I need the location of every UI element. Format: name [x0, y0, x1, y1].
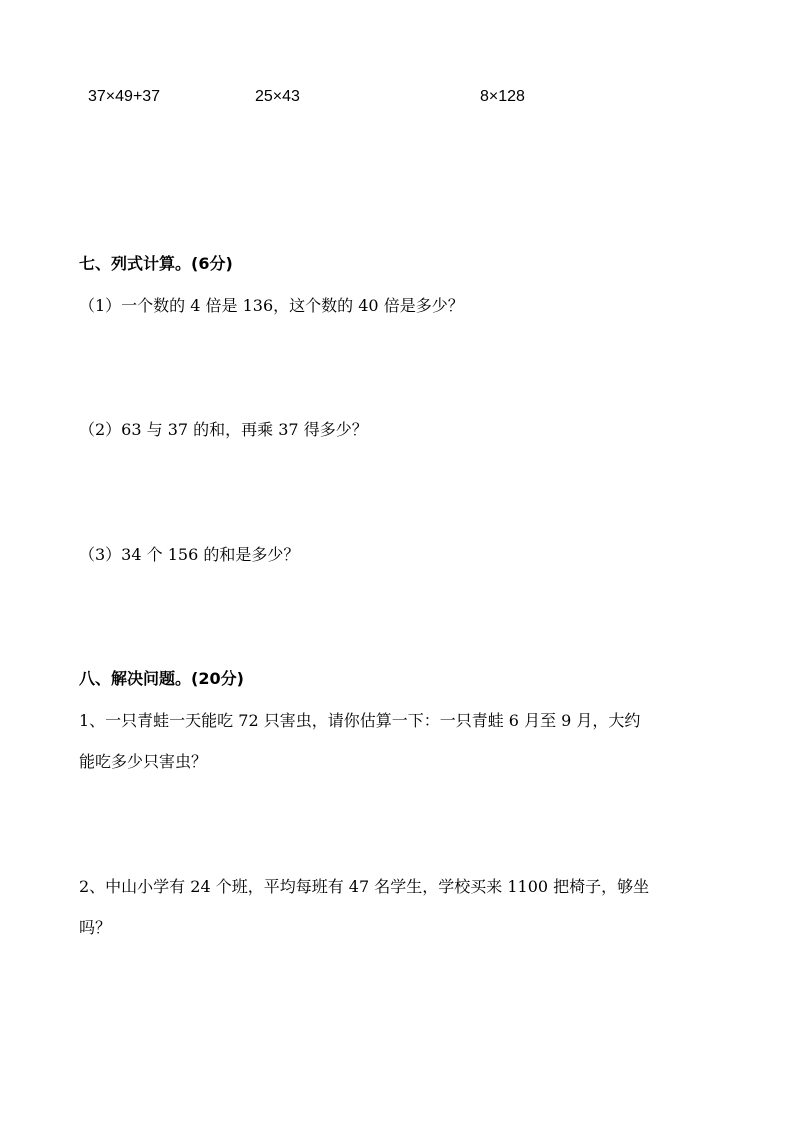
- section-8-heading: 八、解决问题。(20分): [79, 669, 244, 688]
- question-2: （2）63 与 37 的和，再乘 37 得多少？: [79, 420, 368, 439]
- problem-2-line-2: 吗？: [79, 918, 112, 937]
- section-7-heading: 七、列式计算。(6分): [79, 254, 233, 273]
- calc-expression: 25×43: [255, 88, 300, 105]
- problem-1-line-1: 1、一只青蛙一天能吃 72 只害虫，请你估算一下：一只青蛙 6 月至 9 月，大约: [79, 711, 641, 730]
- calc-expression: 37×49+37: [88, 88, 161, 105]
- question-3: （3）34 个 156 的和是多少？: [79, 545, 300, 564]
- question-1: （1）一个数的 4 倍是 136，这个数的 40 倍是多少？: [79, 296, 464, 315]
- calc-expression: 8×128: [480, 88, 525, 105]
- problem-2-line-1: 2、中山小学有 24 个班，平均每班有 47 名学生，学校买来 1100 把椅子，够坐: [79, 877, 650, 896]
- problem-1-line-2: 能吃多少只害虫？: [79, 752, 208, 771]
